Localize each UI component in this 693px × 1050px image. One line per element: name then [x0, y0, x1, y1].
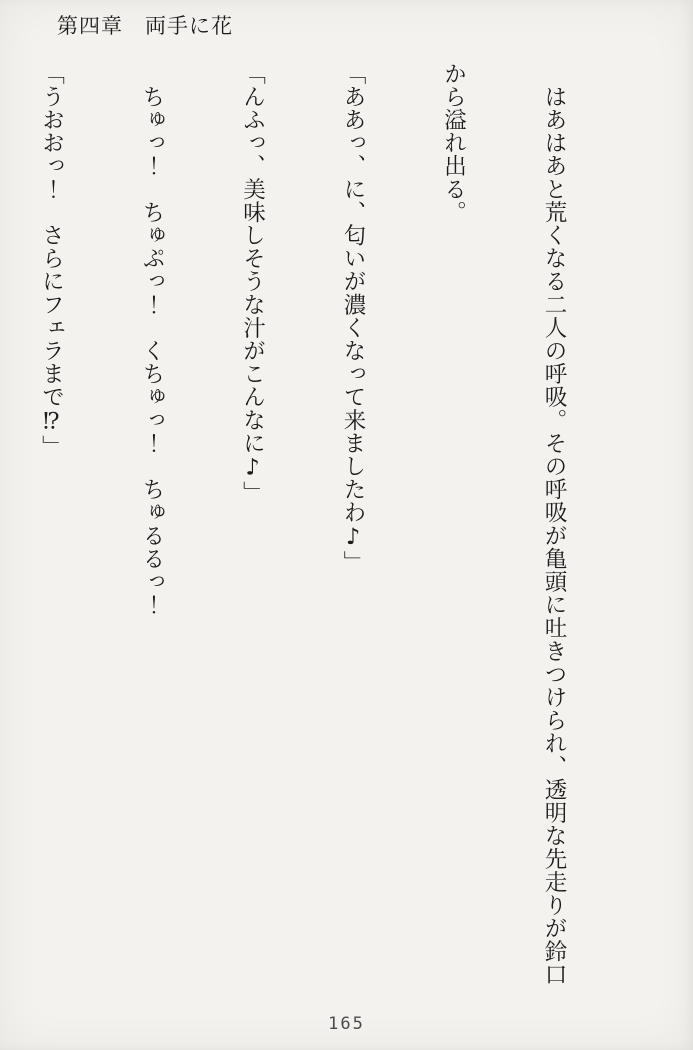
text-line: 「うおおっ！ さらにフェラまで⁉」 — [38, 62, 65, 459]
text-line: はあはあと荒くなる二人の呼吸。その呼吸が亀頭に吐きつけられ、透明な先走りが鈴口 — [541, 62, 567, 986]
vertical-text-block — [0, 62, 637, 998]
text-line: 「ああっ、に、匂いが濃くなって来ましたわ♪」 — [340, 62, 366, 574]
chapter-header: 第四章 両手に花 — [57, 14, 233, 38]
page-number: 165 — [328, 1014, 365, 1034]
text-line: ちゅっ！ ちゅぷっ！ くちゅっ！ ちゅるるっ！ — [139, 62, 165, 617]
text-line: 「んふっ、美味しそうな汁がこんなに♪」 — [239, 62, 266, 505]
text-line: から溢れ出る。 — [440, 62, 467, 224]
